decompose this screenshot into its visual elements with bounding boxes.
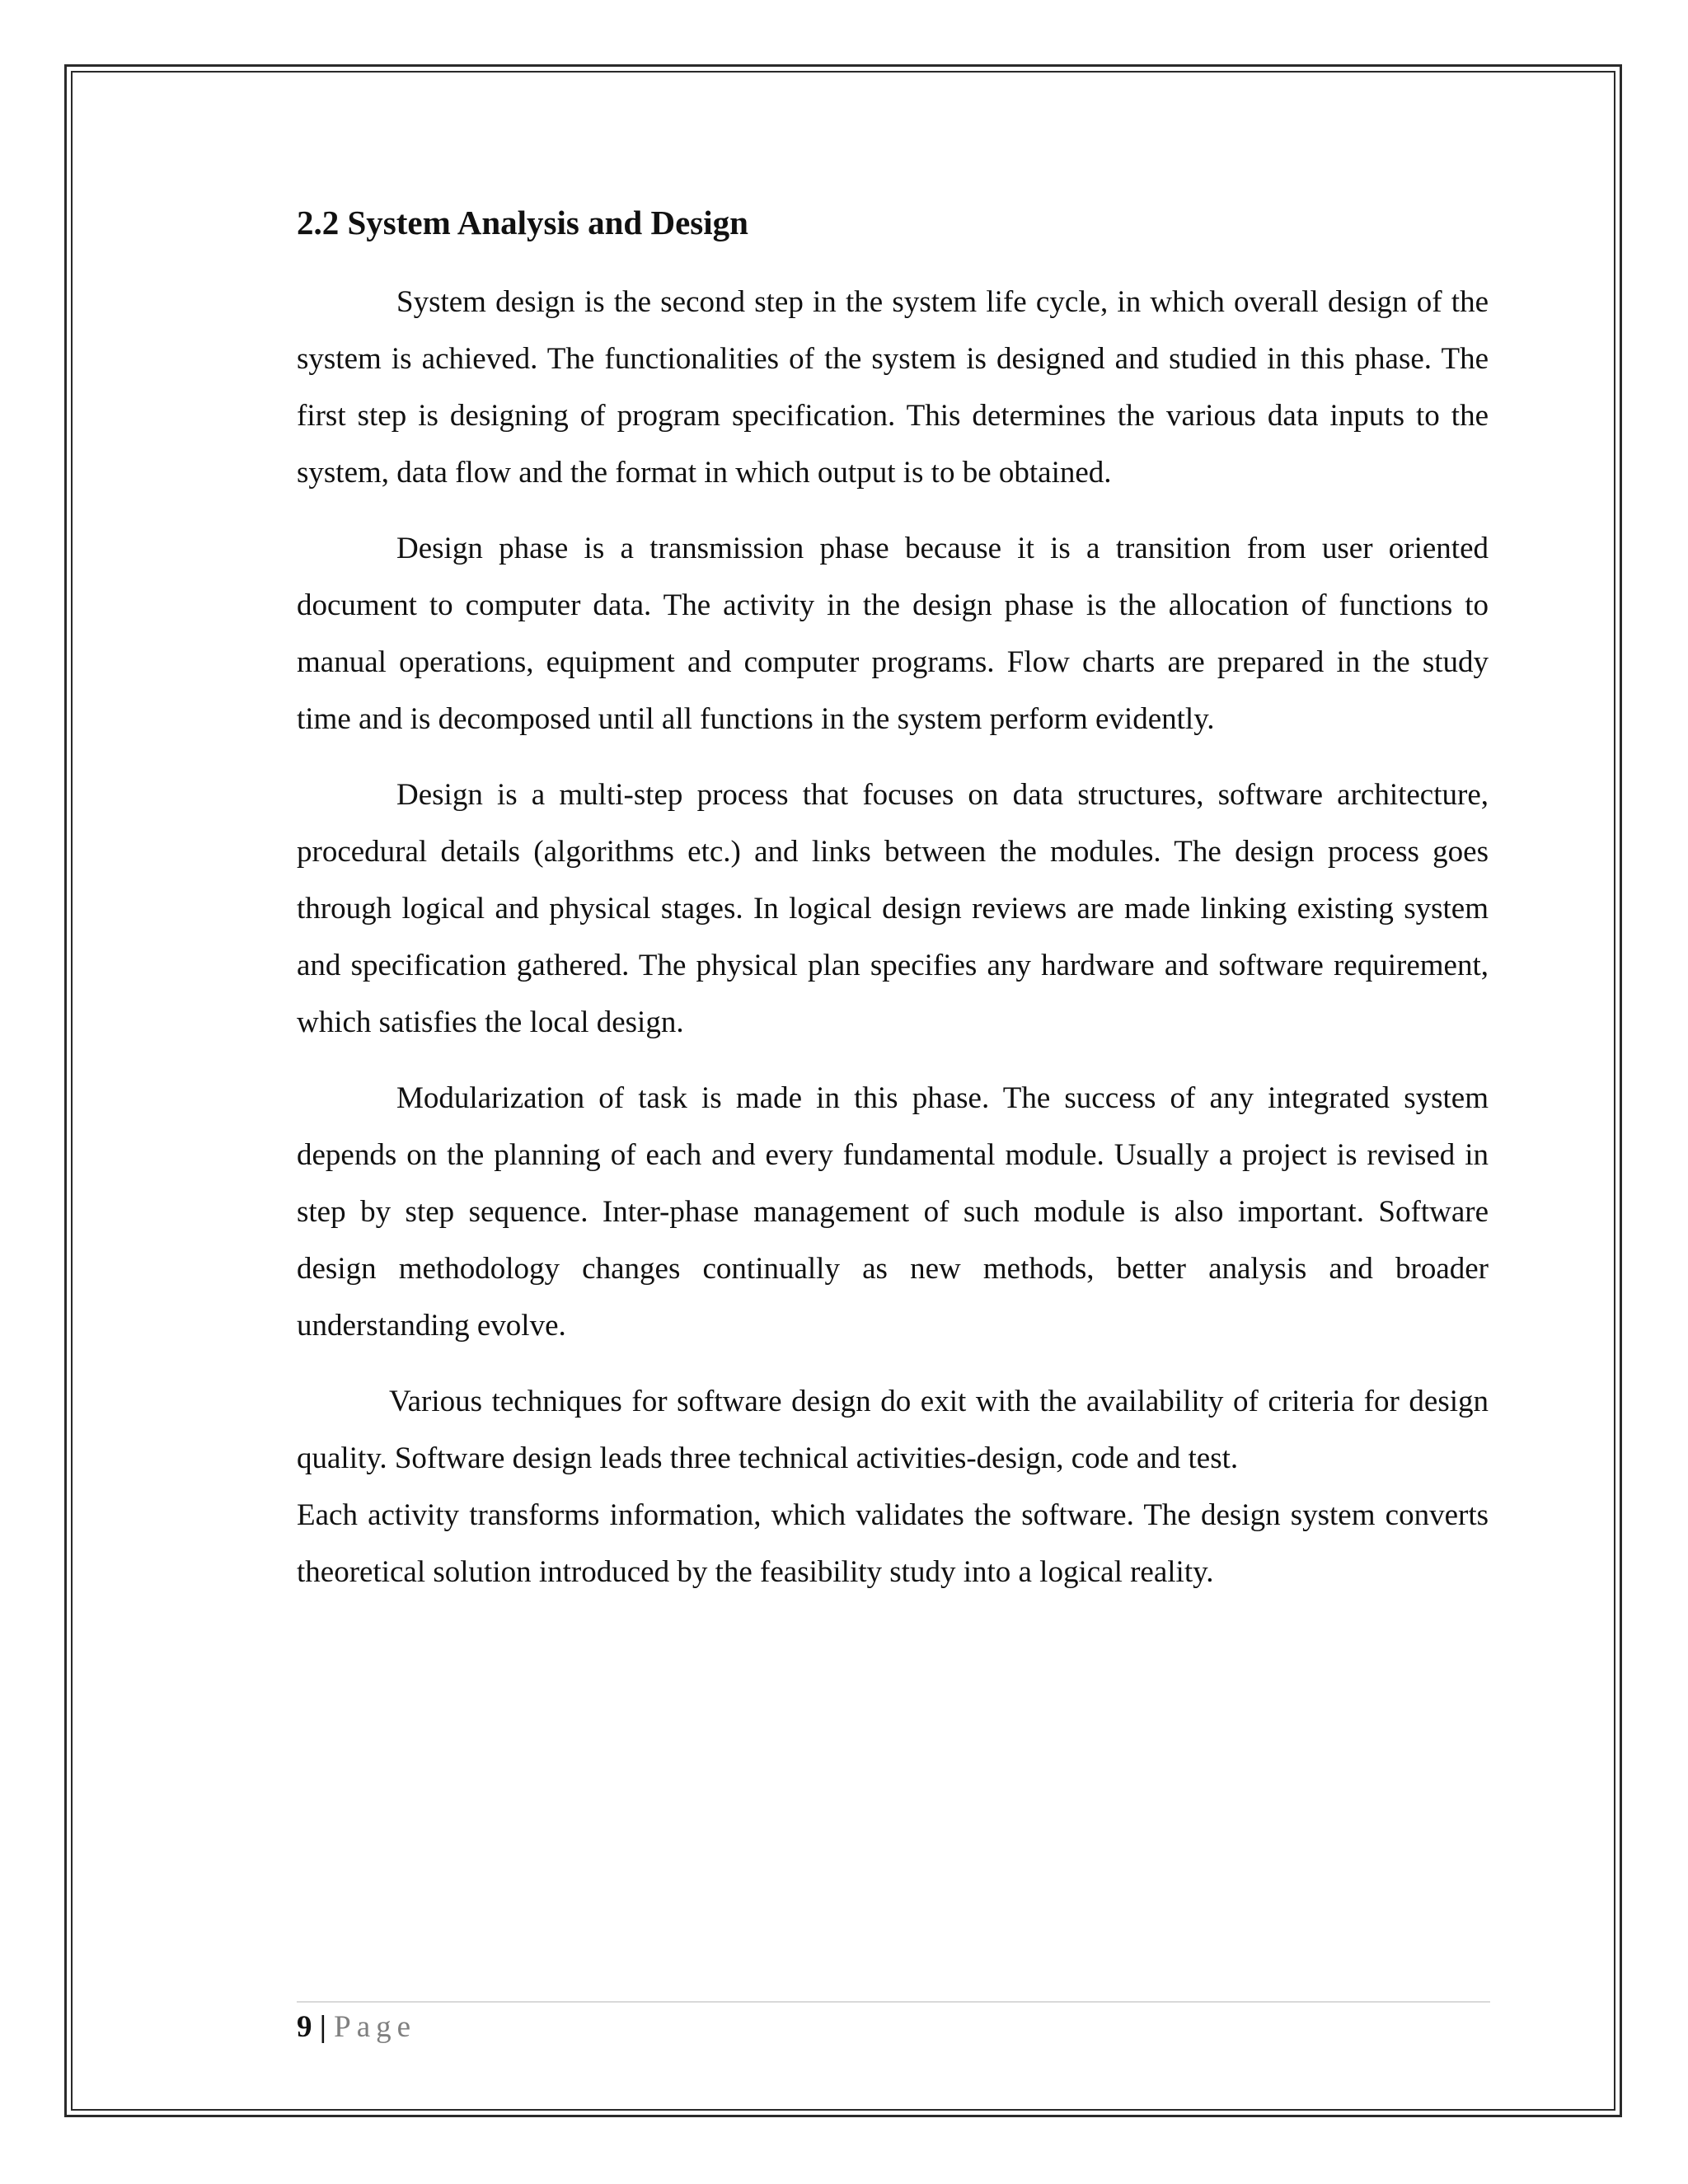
page-content [297, 194, 1489, 1601]
paragraph-techniques: Various techniques for software design do exit with the availability of criteria for design quality. Software design leads three technical activities-design, code and test. [297, 1385, 1489, 1475]
paragraph-multi-step-process: Design is a multi-step process that focuses on data structures, software architecture, procedural details (algorithms etc.) and links between the modules. The design process goes through logical and physical stages. In logical design reviews are made linking existing system and specification gathered. The physical plan specifies any hardware and software requirement, which satisfies the local design. [297, 778, 1489, 1039]
page-label: Page [334, 2010, 417, 2044]
footer-separator: | [319, 2010, 326, 2044]
page-footer [297, 2003, 416, 2052]
section-heading: 2.2 System Analysis and Design [297, 204, 748, 241]
footer-divider [297, 2001, 1490, 2003]
paragraph-design-phase: Design phase is a transmission phase because it is a transition from user oriented document to computer data. The activity in the design phase is the allocation of functions to manual operations, equipment and computer programs. Flow charts are prepared in the study time and is decomposed until all functions in the system perform evidently. [297, 532, 1489, 736]
paragraph-activity-transforms: Each activity transforms information, which validates the software. The design system converts theoretical solution introduced by the feasibility study into a logical reality. [297, 1498, 1489, 1589]
paragraph-system-design: System design is the second step in the system life cycle, in which overall design of the system is achieved. The functionalities of the system is designed and studied in this phase. The first step is designing of program specification. This determines the various data inputs to the system, data flow and the format in which output is to be obtained. [297, 285, 1489, 490]
page-number: 9 [297, 2010, 312, 2044]
paragraph-modularization: Modularization of task is made in this phase. The success of any integrated system depends on the planning of each and every fundamental module. Usually a project is revised in step by step sequence. Inter-phase management of such module is also important. Software design methodology changes continually as new methods, better analysis and broader understanding evolve. [297, 1081, 1489, 1343]
